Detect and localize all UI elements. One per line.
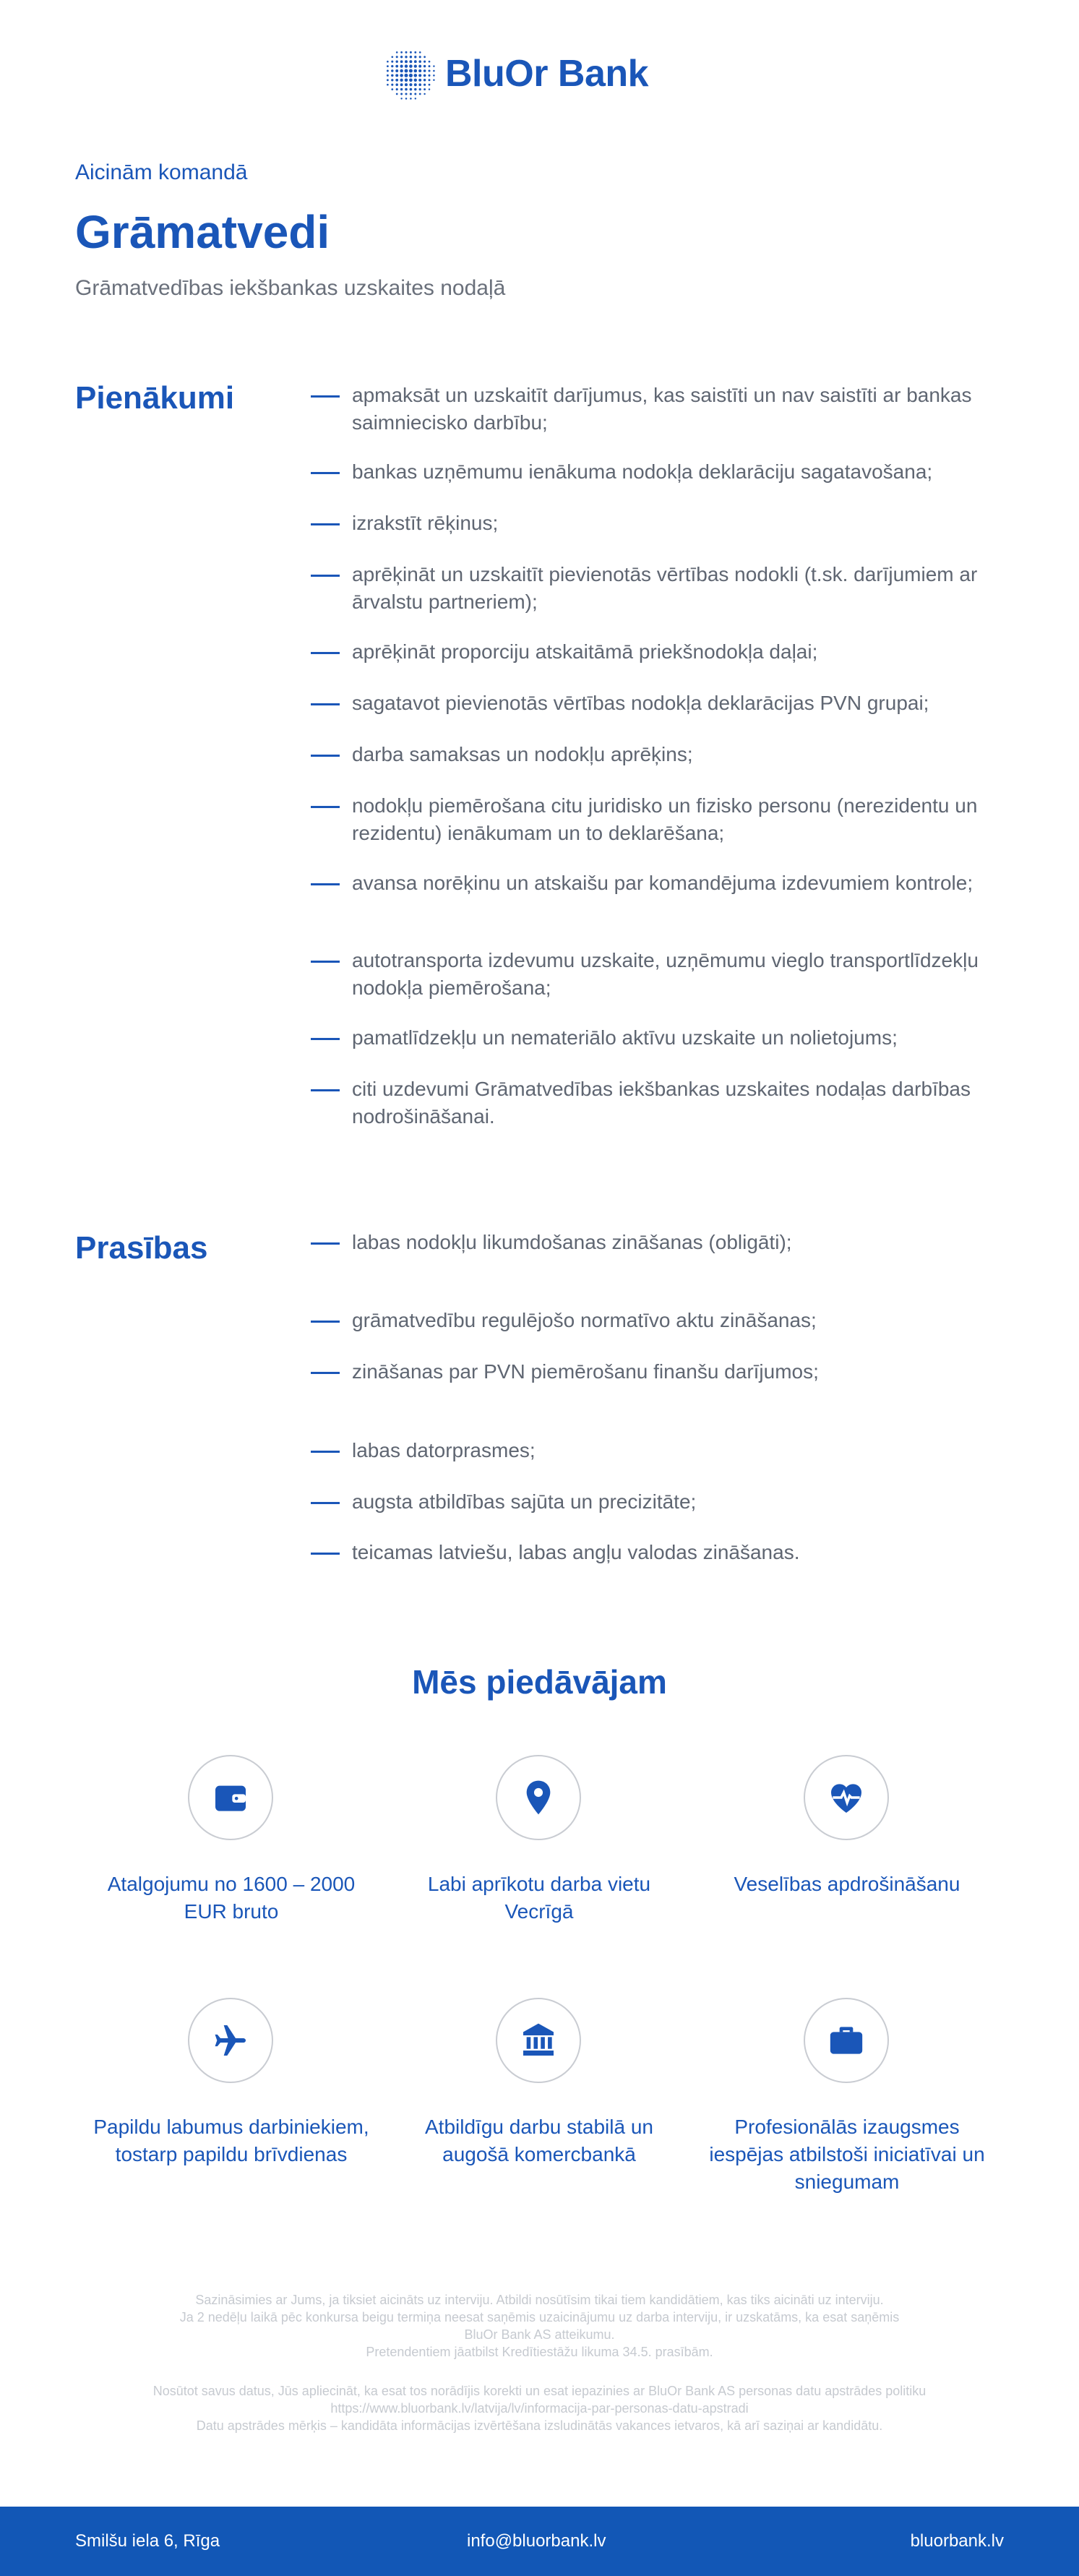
- dash-icon: [311, 652, 340, 654]
- dash-icon: [311, 961, 340, 963]
- dash-icon: [311, 1242, 340, 1245]
- location-pin-icon: [518, 1777, 559, 1818]
- dash-icon: [311, 1553, 340, 1555]
- footer-website-link[interactable]: bluorbank.lv: [910, 2531, 1004, 2551]
- privacy-policy-link[interactable]: https://www.bluorbank.lv/latvija/lv/informacija-par-personas-datu-apstradi: [330, 2401, 749, 2416]
- dash-icon: [311, 1038, 340, 1040]
- benefit-text: Atbildīgu darbu stabilā un augošā komercbankā: [425, 2116, 653, 2165]
- logo[interactable]: [382, 45, 648, 103]
- dash-icon: [311, 703, 340, 705]
- dash-icon: [311, 1372, 340, 1374]
- fineprint-line: Pretendentiem jāatbilst Kredītiestāžu likuma 34.5. prasībām.: [366, 2345, 713, 2359]
- fineprint-line: Nosūtot savus datus, Jūs apliecināt, ka esat tos norādījis korekti un esat iepazinies ar BluOr Bank AS personas datu apstrādes politiku: [152, 2384, 927, 2398]
- header: [0, 45, 1079, 103]
- briefcase-icon: [826, 2020, 867, 2061]
- wallet-icon: [210, 1777, 251, 1818]
- benefit-icon-circle: [804, 1755, 889, 1840]
- fineprint-line: BluOr Bank AS atteikumu.: [464, 2327, 615, 2342]
- benefit-text: Profesionālās izaugsmes iespējas atbilstoši iniciatīvai un sniegumam: [709, 2116, 985, 2193]
- benefit-icon-circle: [496, 1998, 581, 2083]
- footer: [0, 2507, 1079, 2576]
- benefit-icon-circle: [188, 1755, 273, 1840]
- benefit-icon-circle: [804, 1998, 889, 2083]
- fineprint-privacy: [72, 2382, 1007, 2434]
- logo-dots-icon: [382, 46, 437, 101]
- heart-pulse-icon: [826, 1777, 867, 1818]
- page-title: Grāmatvedi: [75, 206, 330, 258]
- airplane-icon: [210, 2020, 251, 2061]
- eyebrow: Aicinām komandā: [75, 160, 248, 184]
- dash-icon: [311, 575, 340, 577]
- fineprint-line: Ja 2 nedēļu laikā pēc konkursa beigu termiņa neesat saņēmis uzaicinājumu uz darba interviju, ir uzskatāms, ka esat saņēmis: [179, 2310, 900, 2324]
- dash-icon: [311, 883, 340, 885]
- dash-icon: [311, 523, 340, 525]
- benefit-text: Papildu labumus darbiniekiem, tostarp papildu brīvdienas: [93, 2116, 369, 2165]
- dash-icon: [311, 1321, 340, 1323]
- footer-address: Smilšu iela 6, Rīga: [75, 2531, 220, 2551]
- offer-title: Mēs piedāvājam: [412, 1663, 667, 1701]
- dash-icon: [311, 1502, 340, 1504]
- fineprint-contact: [72, 2291, 1007, 2361]
- dash-icon: [311, 472, 340, 474]
- dash-icon: [311, 1089, 340, 1091]
- fineprint-line: Sazināsimies ar Jums, ja tiksiet aicināts uz interviju. Atbildi nosūtīsim tikai tiem kandidātiem, kas tiks aicināti uz interviju.: [195, 2293, 884, 2307]
- dash-icon: [311, 806, 340, 808]
- footer-email-link[interactable]: info@bluorbank.lv: [467, 2531, 606, 2551]
- benefit-text: Veselības apdrošināšanu: [734, 1873, 960, 1895]
- benefit-icon-circle: [188, 1998, 273, 2083]
- bank-building-icon: [518, 2020, 559, 2061]
- dash-icon: [311, 395, 340, 398]
- requirements-title: Prasības: [75, 1230, 208, 1266]
- benefit-text: Atalgojumu no 1600 – 2000 EUR bruto: [107, 1873, 356, 1923]
- logo-text: BluOr Bank: [445, 53, 649, 95]
- benefit-icon-circle: [496, 1755, 581, 1840]
- benefit-text: Labi aprīkotu darba vietu Vecrīgā: [427, 1873, 651, 1923]
- dash-icon: [311, 1451, 340, 1453]
- page-subtitle: Grāmatvedības iekšbankas uzskaites nodaļā: [75, 276, 506, 300]
- dash-icon: [311, 755, 340, 757]
- fineprint-line: Datu apstrādes mērķis – kandidāta informācijas izvērtēšana izsludinātās vakances ietvaros, kā arī saziņai ar kandidātu.: [196, 2418, 883, 2433]
- duties-title: Pienākumi: [75, 380, 235, 416]
